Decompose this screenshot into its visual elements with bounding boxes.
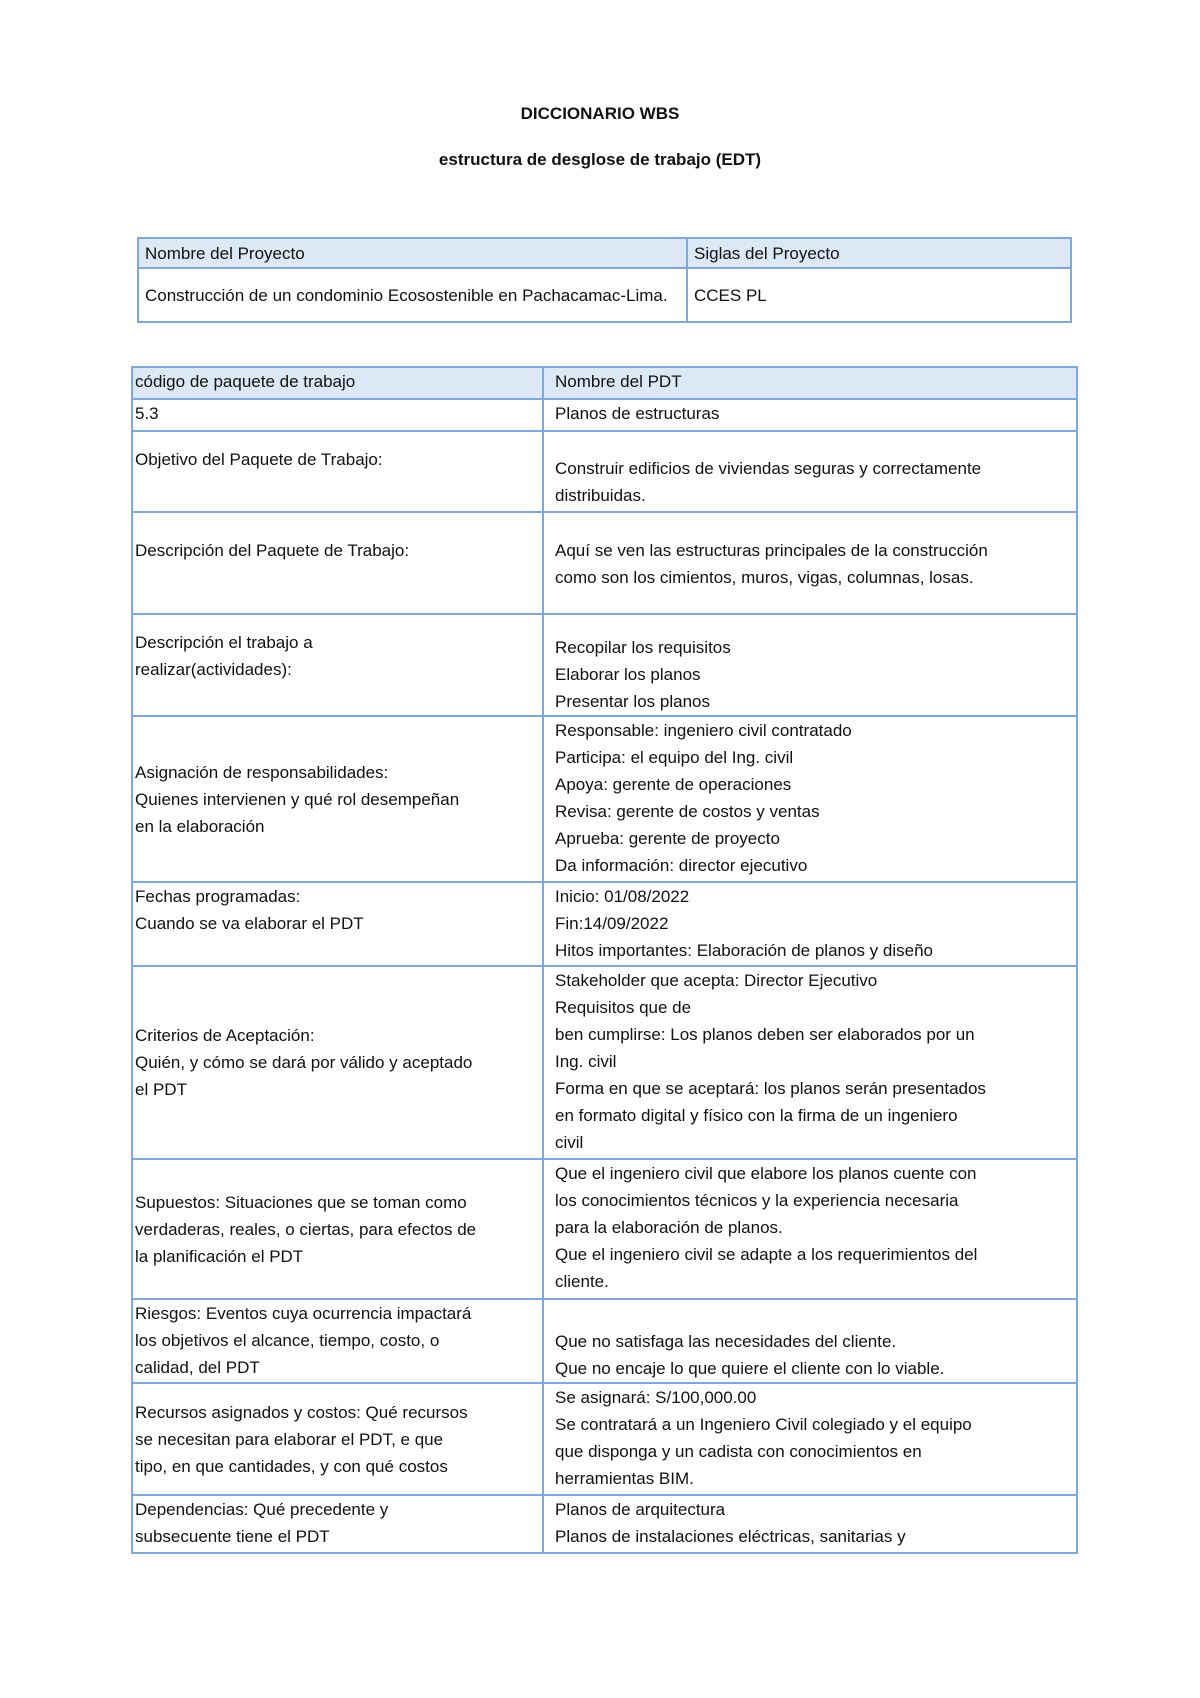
pdt-row [132,512,1077,614]
label-line: Descripción el trabajo a [135,633,313,652]
value-line: que disponga y un cadista con conocimientos en [555,1442,922,1461]
document-subtitle: estructura de desglose de trabajo (EDT) [438,150,762,169]
pdt-code-value: 5.3 [132,399,543,431]
value-line: Aquí se ven las estructuras principales de la construcción [555,541,988,560]
value-line: Da información: director ejecutivo [555,856,808,875]
label-line: Objetivo del Paquete de Trabajo: [135,450,383,469]
pdt-table [131,366,1078,1554]
value-line: Ing. civil [555,1052,617,1071]
value-line: para la elaboración de planos. [555,1218,783,1237]
row-label [132,431,543,512]
label-line: Quienes intervienen y qué rol desempeñan [135,789,460,809]
label-line: Criterios de Aceptación: [135,1026,315,1045]
value-line: Planos de instalaciones eléctricas, sanitarias y [555,1527,906,1546]
value-line: distribuidas. [555,486,646,505]
value-line: Elaborar los planos [555,665,701,684]
value-line: Aprueba: gerente de proyecto [555,829,780,848]
pdt-row [132,614,1077,716]
row-value [543,716,1077,882]
pdt-header-row [132,367,1077,399]
pdt-name-header: Nombre del PDT [543,367,1077,399]
project-name-header: Nombre del Proyecto [138,238,687,268]
label-line: la planificación el PDT [135,1246,304,1266]
row-label [132,512,543,614]
label-line: Asignación de responsabilidades: [135,762,389,782]
value-line: Se asignará: S/100,000.00 [555,1388,757,1407]
value-line: en formato digital y físico con la firma de un ingeniero [555,1106,958,1125]
label-line: Cuando se va elaborar el PDT [135,914,364,933]
value-line: Requisitos que de [555,998,692,1017]
row-value [543,1159,1077,1299]
row-label [132,1299,543,1383]
label-line: Quién, y cómo se dará por válido y aceptado [135,1053,473,1072]
value-line: Fin:14/09/2022 [555,914,669,933]
row-label [132,1383,543,1495]
value-line: Revisa: gerente de costos y ventas [555,802,820,821]
pdt-code-header: código de paquete de trabajo [132,367,543,399]
row-label [132,966,543,1159]
value-line: Construir edificios de viviendas seguras y correctamente [555,459,982,478]
value-line: como son los cimientos, muros, vigas, columnas, losas. [555,568,974,587]
label-line: Supuestos: Situaciones que se toman como [135,1192,467,1212]
project-name-value: Construcción de un condominio Ecosostenible en Pachacamac-Lima. [138,268,687,322]
project-acronym-header: Siglas del Proyecto [687,238,1071,268]
pdt-row [132,966,1077,1159]
value-line: Planos de arquitectura [555,1500,726,1519]
value-line: Presentar los planos [555,692,710,711]
value-line: Que no satisfaga las necesidades del cliente. [555,1332,897,1351]
value-line: Recopilar los requisitos [555,638,731,657]
pdt-row [132,1383,1077,1495]
value-line: herramientas BIM. [555,1469,694,1488]
pdt-row [132,1495,1077,1553]
label-line: Dependencias: Qué precedente y [135,1500,389,1519]
label-line: los objetivos el alcance, tiempo, costo, o [135,1331,440,1350]
row-label [132,882,543,966]
project-table [137,237,1072,323]
row-value [543,966,1077,1159]
value-line: los conocimientos técnicos y la experiencia necesaria [555,1191,959,1210]
label-line: calidad, del PDT [135,1358,260,1377]
value-line: Hitos importantes: Elaboración de planos y diseño [555,941,933,960]
row-value [543,512,1077,614]
value-line: Que el ingeniero civil que elabore los planos cuente con [555,1164,977,1183]
label-line: Fechas programadas: [135,887,301,906]
label-line: en la elaboración [135,816,265,836]
pdt-name-value: Planos de estructuras [543,399,1077,431]
row-label [132,1495,543,1553]
row-label [132,1159,543,1299]
value-line: Que no encaje lo que quiere el cliente con lo viable. [555,1359,945,1378]
row-label [132,716,543,882]
row-value [543,431,1077,512]
pdt-row [132,716,1077,882]
label-line: se necesitan para elaborar el PDT, e que [135,1429,444,1449]
pdt-row [132,431,1077,512]
value-line: civil [555,1133,584,1152]
label-line: subsecuente tiene el PDT [135,1527,330,1546]
value-line: ben cumplirse: Los planos deben ser elaborados por un [555,1025,975,1044]
value-line: cliente. [555,1272,609,1291]
label-line: Descripción del Paquete de Trabajo: [135,541,410,560]
row-value [543,1383,1077,1495]
value-line: Que el ingeniero civil se adapte a los requerimientos del [555,1245,978,1264]
value-line: Apoya: gerente de operaciones [555,775,792,794]
value-line: Se contratará a un Ingeniero Civil colegiado y el equipo [555,1415,972,1434]
pdt-row [132,882,1077,966]
pdt-row [132,1159,1077,1299]
value-line: Forma en que se aceptará: los planos serán presentados [555,1079,986,1098]
pdt-row [132,1299,1077,1383]
document-title: DICCIONARIO WBS [520,104,680,123]
label-line: tipo, en que cantidades, y con qué costos [135,1456,448,1476]
row-value [543,882,1077,966]
label-line: realizar(actividades): [135,660,292,679]
label-line: Recursos asignados y costos: Qué recursos [135,1402,468,1422]
project-acronym-value: CCES PL [687,268,1071,322]
label-line: el PDT [135,1080,187,1099]
label-line: verdaderas, reales, o ciertas, para efectos de [135,1219,477,1239]
row-value [543,614,1077,716]
row-value [543,1495,1077,1553]
label-line: Riesgos: Eventos cuya ocurrencia impactará [135,1304,472,1323]
value-line: Inicio: 01/08/2022 [555,887,690,906]
row-label [132,614,543,716]
value-line: Stakeholder que acepta: Director Ejecutivo [555,971,878,990]
pdt-code-row [132,399,1077,431]
value-line: Participa: el equipo del Ing. civil [555,748,794,767]
row-value [543,1299,1077,1383]
value-line: Responsable: ingeniero civil contratado [555,721,852,740]
